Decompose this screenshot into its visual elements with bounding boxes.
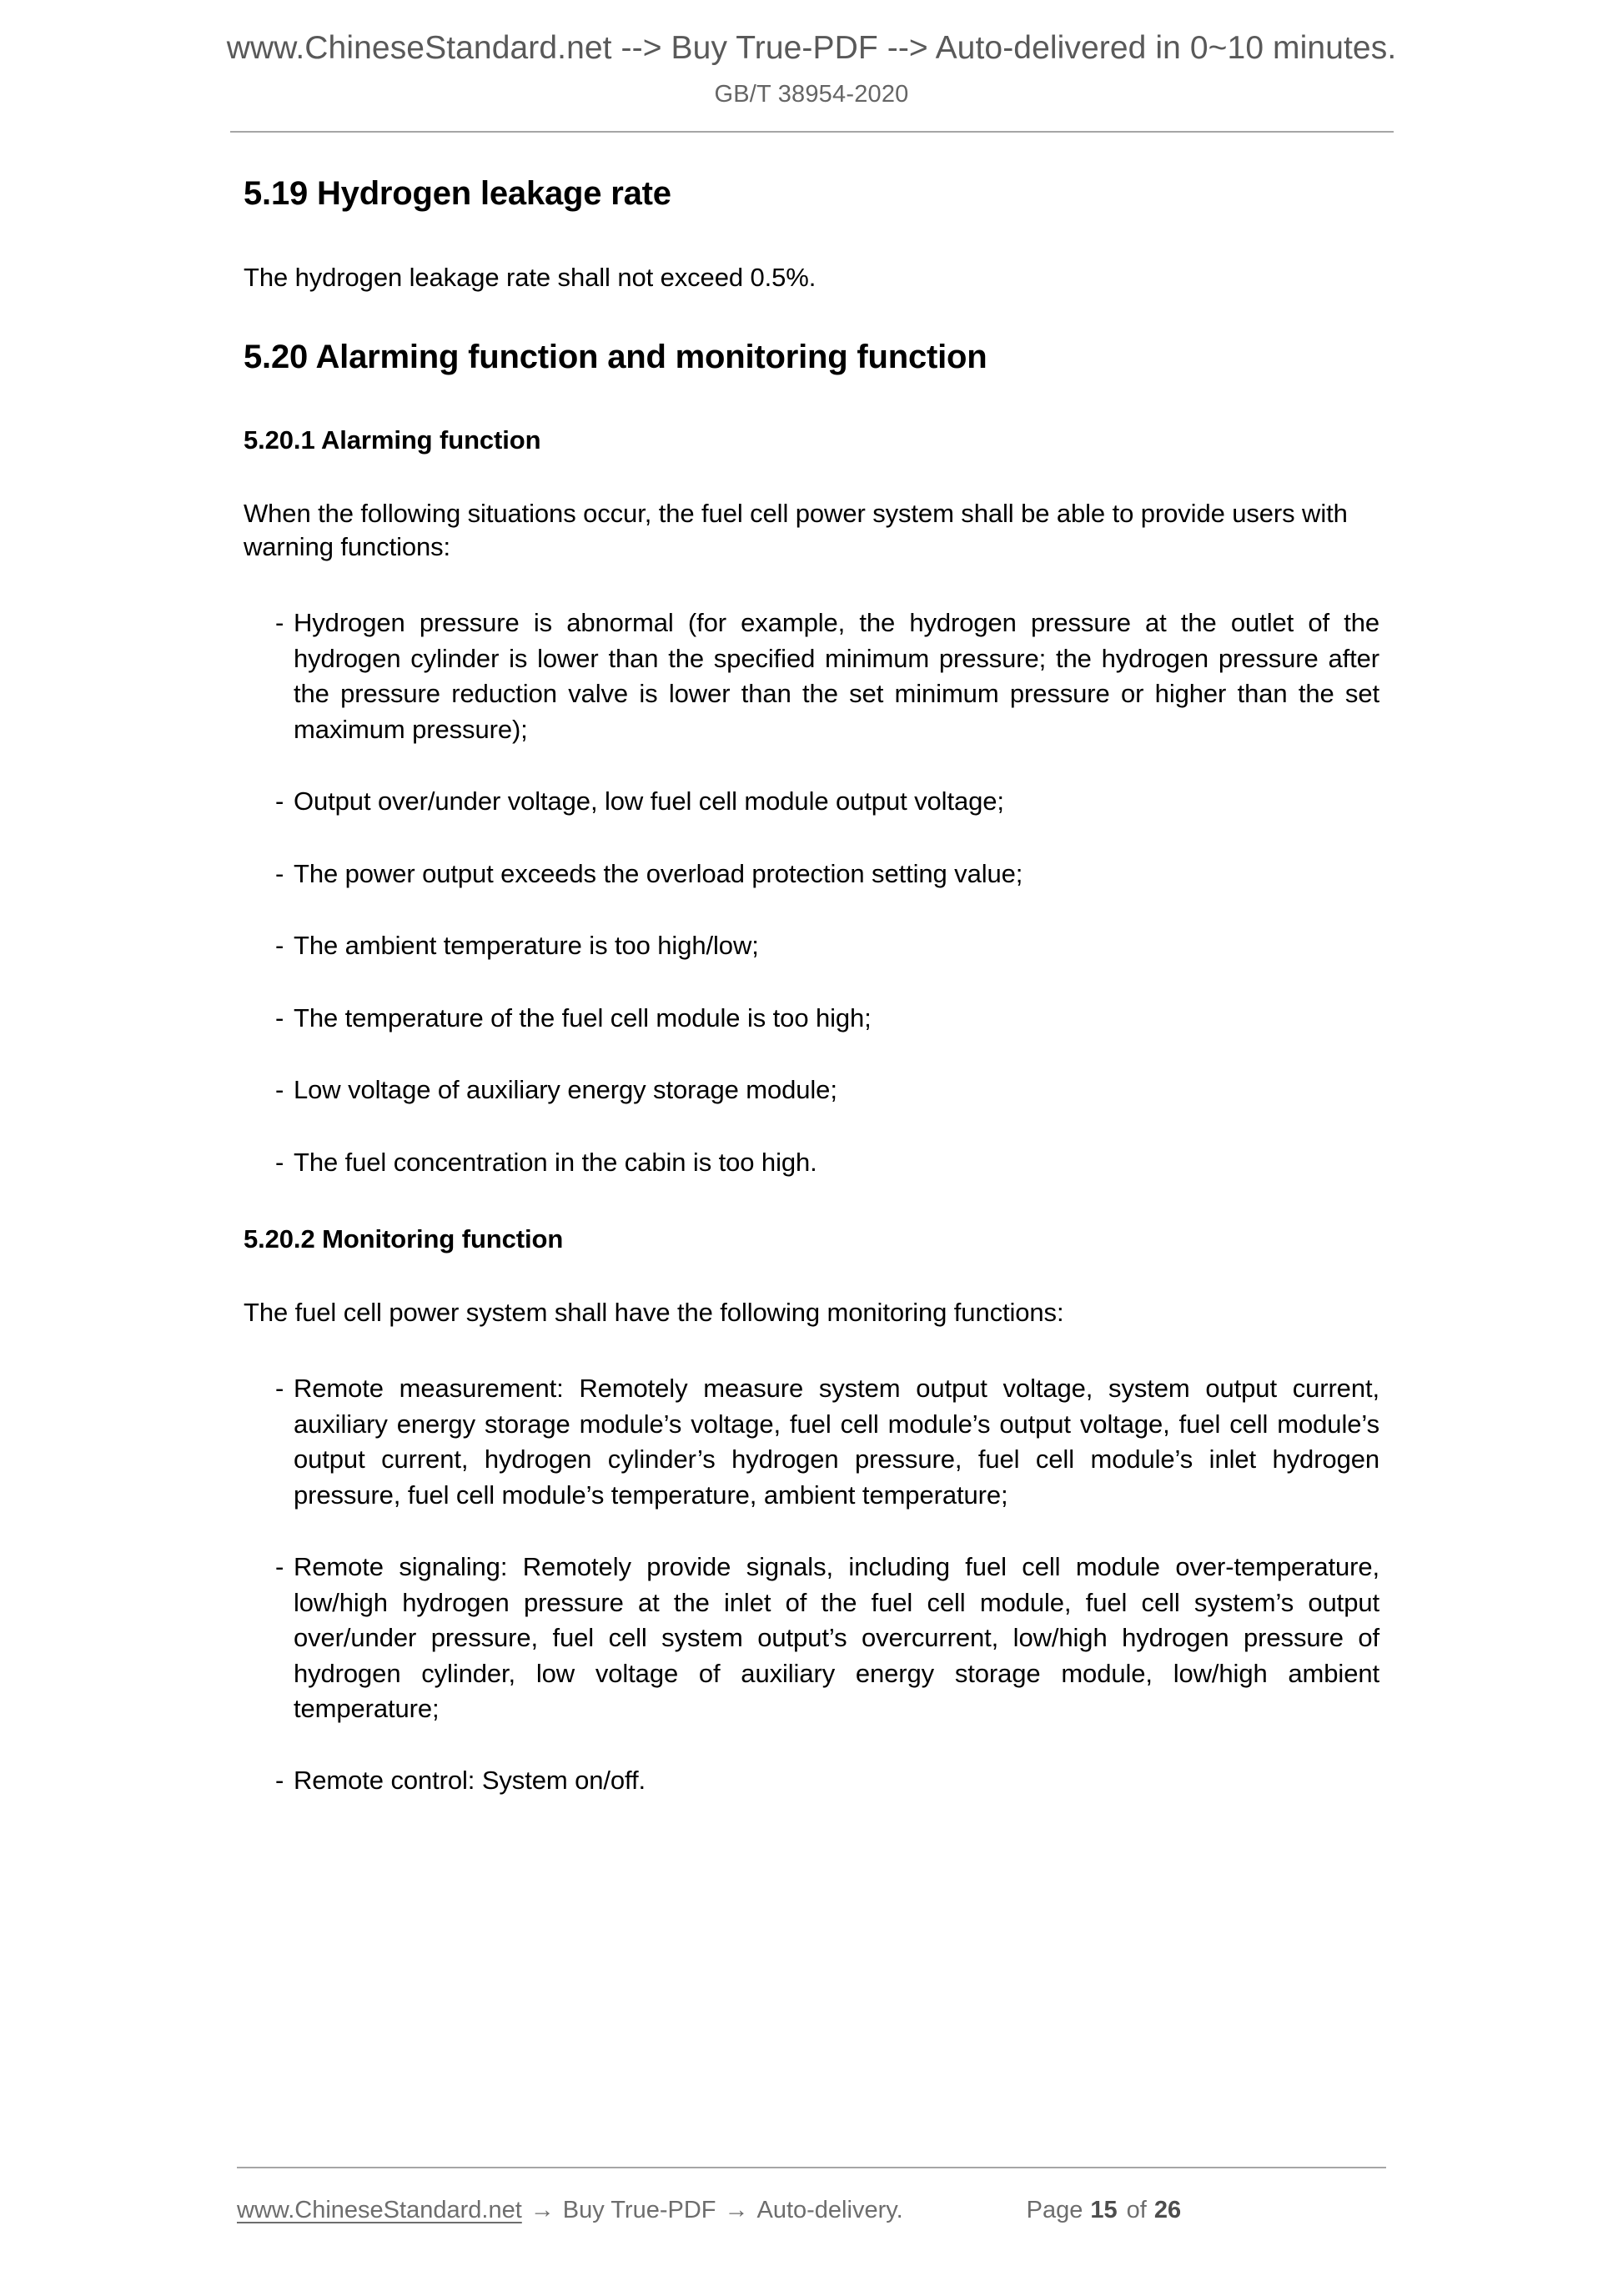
current-page-number: 15	[1090, 2197, 1118, 2223]
list-item	[244, 784, 1379, 819]
bullet-dash-icon: -	[275, 1075, 284, 1105]
list-item-text: The temperature of the fuel cell module is too high;	[294, 1002, 872, 1032]
footer-promo	[237, 2197, 903, 2224]
arrow-right-icon: →	[530, 2197, 555, 2223]
bullet-dash-icon: -	[275, 1766, 284, 1796]
bullet-dash-icon: -	[275, 1552, 284, 1582]
spacer	[244, 564, 1379, 605]
list-item	[244, 1763, 1379, 1798]
page-indicator	[1027, 2197, 1188, 2224]
list-item	[244, 857, 1379, 892]
list-item-text: Hydrogen pressure is abnormal (for example, the hydrogen pressure at the outlet of the hydrogen cylinder is lower than the specified minimum pressure; the hydrogen pressure after the pressure reduction valve is lower than the set minimum pressure or higher than the set maximum pressure);	[294, 608, 1379, 744]
footer-row	[237, 2197, 1386, 2224]
subsection-title-5-20-1: 5.20.1 Alarming function	[244, 425, 541, 455]
section-title-5-19: 5.19 Hydrogen leakage rate	[244, 174, 671, 212]
bullet-dash-icon: -	[275, 858, 284, 888]
list-item-text: Remote measurement: Remotely measure system output voltage, system output current, auxiliary energy storage module’s voltage, fuel cell module’s output voltage, fuel cell module’s output current, hydrogen cylinder’s hydrogen pressure, fuel cell module’s inlet hydrogen pressure, fuel cell module’s temperature, ambient temperature;	[294, 1374, 1379, 1510]
spacer	[244, 1256, 1379, 1296]
footer-buy-label: Buy True-PDF	[562, 2197, 716, 2223]
footer-divider	[237, 2167, 1386, 2168]
list-item	[244, 1371, 1379, 1513]
list-item	[244, 1145, 1379, 1180]
footer-delivery-label: Auto-delivery.	[756, 2197, 903, 2223]
list-item-text: Output over/under voltage, low fuel cell module output voltage;	[294, 786, 1004, 816]
document-content	[244, 133, 1379, 1799]
list-item-text: Remote signaling: Remotely provide signals, including fuel cell module over-temperature, low/high hydrogen pressure at the inlet of the fuel cell module, fuel cell system’s output over/under pressure, fuel cell system output’s overcurrent, low/high hydrogen pressure of hydrogen cylinder, low voltage of auxiliary energy storage module, low/high ambient temperature;	[294, 1552, 1379, 1723]
subsection-5-20-2-intro: The fuel cell power system shall have the following monitoring functions:	[244, 1297, 1064, 1327]
subsection-5-20-1-intro: When the following situations occur, the fuel cell power system shall be able to provide users with warning functions:	[244, 498, 1348, 562]
bullet-dash-icon: -	[275, 1147, 284, 1177]
header-promo-text: www.ChineseStandard.net --> Buy True-PDF --> Auto-delivered in 0~10 minutes.	[226, 30, 1397, 66]
subsection-title-5-20-2: 5.20.2 Monitoring function	[244, 1224, 564, 1254]
page-header	[0, 0, 1623, 133]
list-item	[244, 928, 1379, 963]
header-standard-code: GB/T 38954-2020	[714, 80, 909, 108]
list-item	[244, 1073, 1379, 1108]
bullet-dash-icon: -	[275, 608, 284, 638]
bullet-dash-icon: -	[275, 1002, 284, 1032]
spacer	[244, 378, 1379, 425]
section-title-5-20: 5.20 Alarming function and monitoring function	[244, 339, 987, 376]
page-label: Page	[1026, 2197, 1083, 2223]
list-item-text: Low voltage of auxiliary energy storage module;	[294, 1075, 837, 1105]
list-item-text: The fuel concentration in the cabin is too high.	[294, 1147, 817, 1177]
list-item	[244, 1550, 1379, 1726]
section-5-19-paragraph: The hydrogen leakage rate shall not exceed 0.5%.	[244, 262, 817, 292]
monitoring-function-list	[244, 1371, 1379, 1799]
total-page-number: 26	[1153, 2197, 1182, 2223]
list-item	[244, 1001, 1379, 1036]
list-item-text: The power output exceeds the overload protection setting value;	[294, 858, 1023, 888]
bullet-dash-icon: -	[275, 786, 284, 816]
of-label: of	[1126, 2197, 1147, 2223]
alarming-function-list	[244, 605, 1379, 1180]
spacer	[244, 214, 1379, 261]
footer-url-link[interactable]: www.ChineseStandard.net	[237, 2197, 522, 2223]
spacer	[244, 1180, 1379, 1223]
spacer	[244, 457, 1379, 497]
page-footer	[0, 2167, 1623, 2224]
list-item-text: Remote control: System on/off.	[294, 1766, 646, 1796]
list-item-text: The ambient temperature is too high/low;	[294, 931, 759, 961]
list-item	[244, 605, 1379, 747]
arrow-right-icon: →	[724, 2197, 749, 2223]
bullet-dash-icon: -	[275, 1374, 284, 1404]
bullet-dash-icon: -	[275, 931, 284, 961]
spacer	[244, 294, 1379, 336]
spacer	[244, 1329, 1379, 1371]
